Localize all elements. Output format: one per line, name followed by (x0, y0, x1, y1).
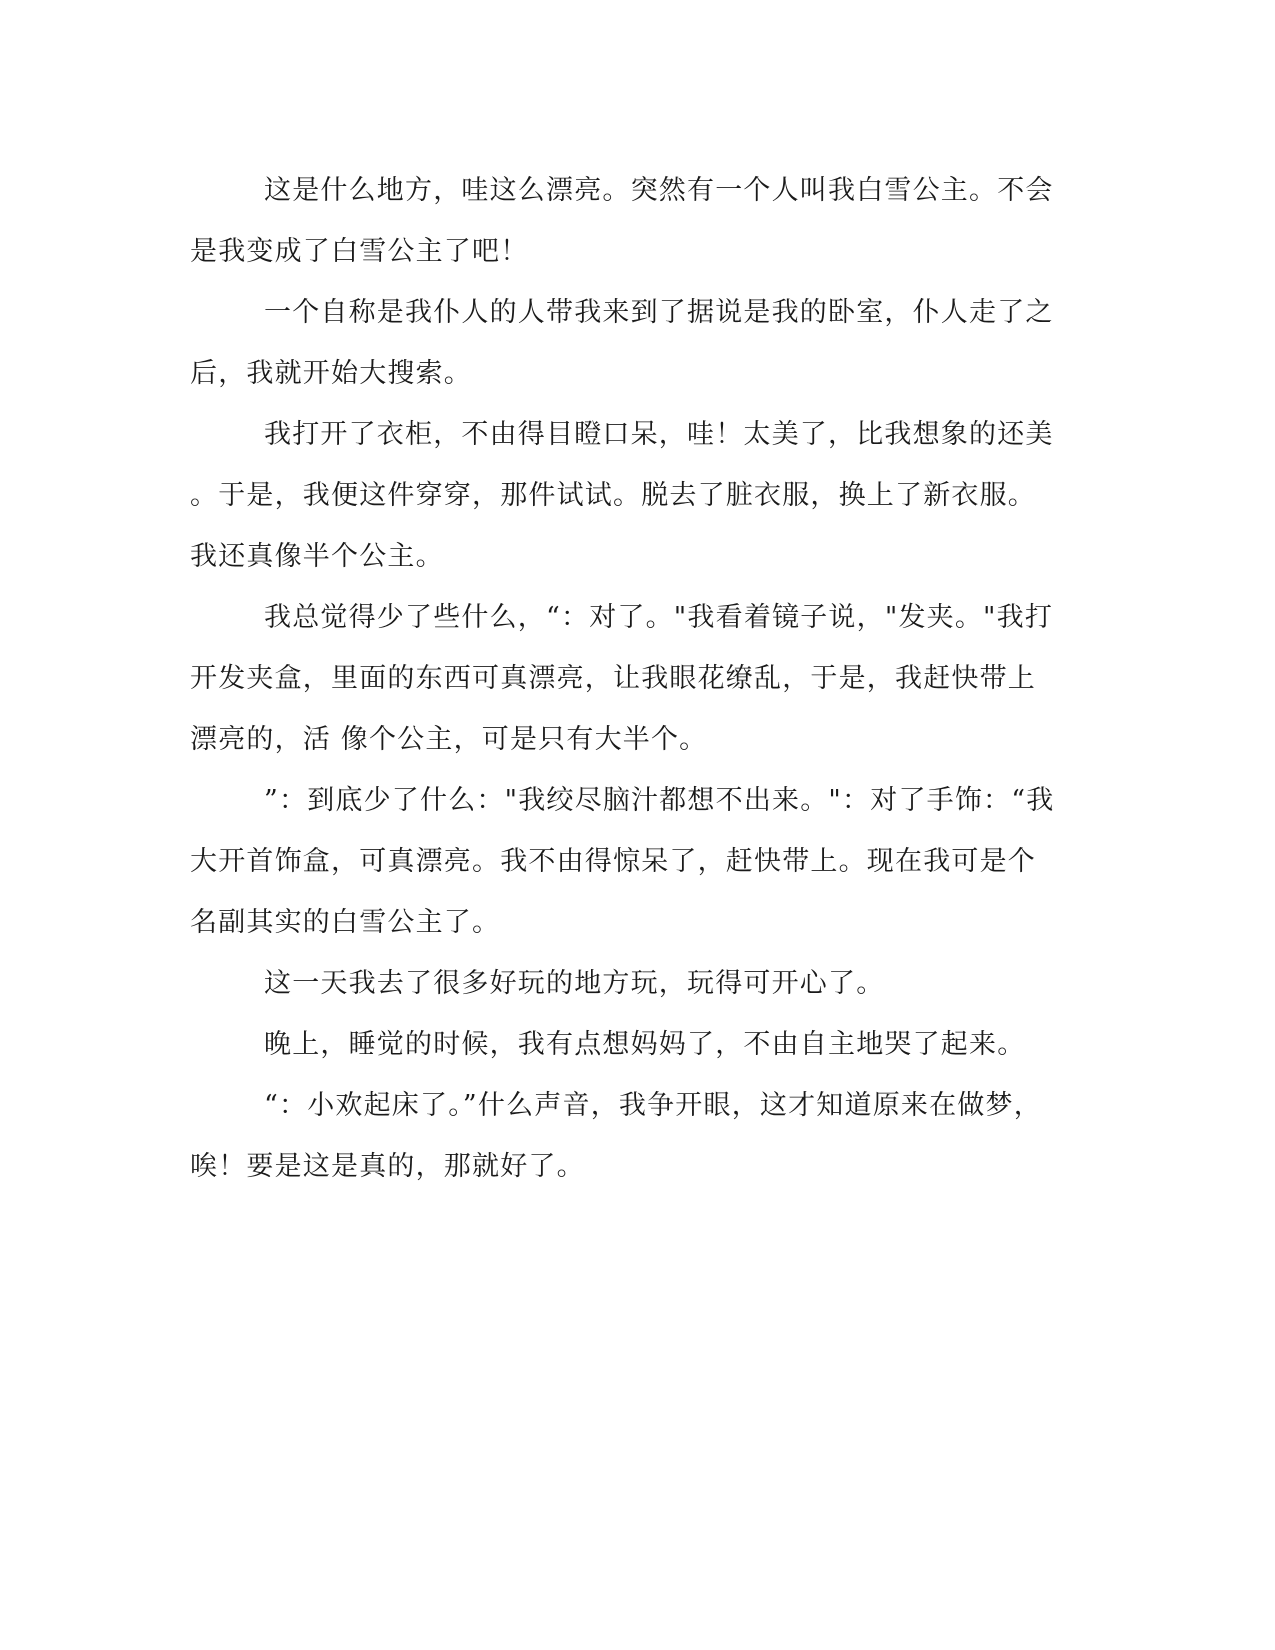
text-line: 后，我就开始大搜索。 (190, 358, 472, 389)
text-line: 大开首饰盒，可真漂亮。我不由得惊呆了，赶快带上。现在我可是个 (190, 846, 1036, 877)
text-line: 唉！要是这是真的，那就好了。 (190, 1151, 585, 1182)
document-body (190, 160, 1085, 1197)
text-line: 我还真像半个公主。 (190, 541, 444, 572)
text-line: 晚上，睡觉的时候，我有点想妈妈了，不由自主地哭了起来。 (264, 1029, 1026, 1060)
text-line: 我总觉得少了些什么，“：对了。"我看着镜子说，"发夹。"我打 (264, 602, 1054, 633)
text-line: 开发夹盒，里面的东西可真漂亮，让我眼花缭乱，于是，我赶快带上 (190, 663, 1036, 694)
text-line: 漂亮的，活 像个公主，可是只有大半个。 (190, 724, 708, 755)
text-line: “：小欢起床了。”什么声音，我争开眼，这才知道原来在做梦， (264, 1090, 1042, 1121)
text-line: 名副其实的白雪公主了。 (190, 907, 501, 938)
text-line: 这一天我去了很多好玩的地方玩，玩得可开心了。 (264, 968, 885, 999)
text-line: 一个自称是我仆人的人带我来到了据说是我的卧室，仆人走了之 (264, 297, 1054, 328)
text-line: ”：到底少了什么："我绞尽脑汁都想不出来。"：对了手饰：“我 (264, 785, 1055, 816)
text-line: 这是什么地方，哇这么漂亮。突然有一个人叫我白雪公主。不会 (264, 175, 1054, 206)
text-line: 是我变成了白雪公主了吧！ (190, 236, 529, 267)
text-line: 我打开了衣柜，不由得目瞪口呆，哇！太美了，比我想象的还美 (264, 419, 1054, 450)
text-line: 。于是，我便这件穿穿，那件试试。脱去了脏衣服，换上了新衣服。 (190, 480, 1036, 511)
